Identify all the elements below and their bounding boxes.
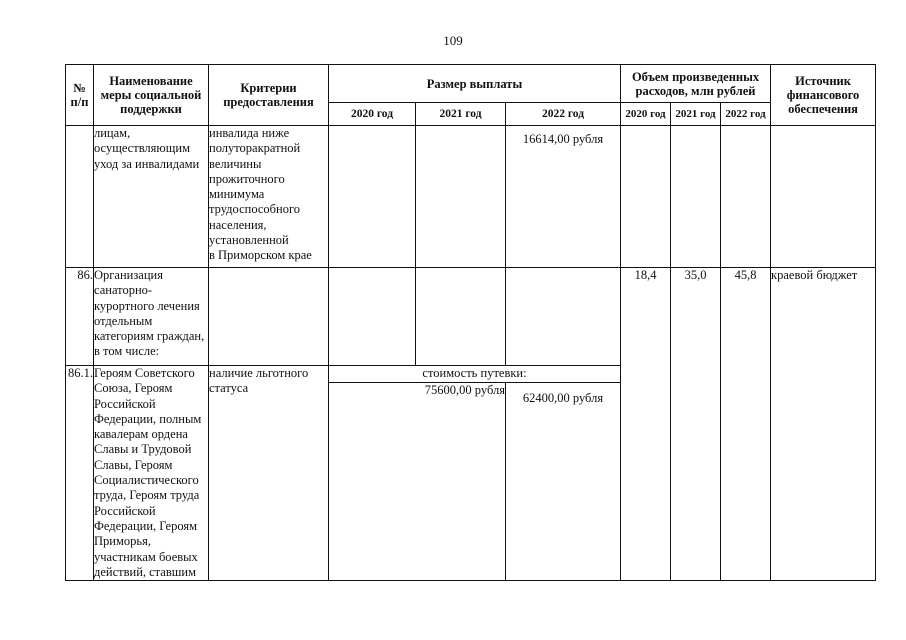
- cell-name: Организация санаторно- курортного лечения отдельным категориям граждан, в том числе:: [94, 268, 209, 366]
- header-year-2022: 2022 год: [506, 103, 621, 126]
- cell-source: краевой бюджет: [771, 268, 876, 581]
- cell-num: [66, 126, 94, 268]
- header-criteria: Критерии предоставления: [209, 65, 329, 126]
- cell-vol-2022: [721, 126, 771, 268]
- cell-criteria: [209, 268, 329, 366]
- cell-pay-2022: 62400,00 рубля: [506, 383, 621, 581]
- cell-pay-2021: [416, 268, 506, 366]
- cell-criteria: инвалида ниже полуторакратной величины прожиточного минимума трудоспособного населения, установленной в Приморском крае: [209, 126, 329, 268]
- cell-source: [771, 126, 876, 268]
- cell-vol-2021: 35,0: [671, 268, 721, 581]
- header-vol-2020: 2020 год: [621, 103, 671, 126]
- header-year-2021: 2021 год: [416, 103, 506, 126]
- table-row-86: [66, 268, 876, 366]
- cell-name: Героям Советского Союза, Героям Российской Федерации, полным кавалерам ордена Славы и Трудовой Славы, Героям Социалистического труда, Героям труда Российской Федерации, Героям Приморья, участникам боевых действий, ставшим: [94, 366, 209, 581]
- header-name: Наименование меры социальной поддержки: [94, 65, 209, 126]
- cell-name: лицам, осуществляющим уход за инвалидами: [94, 126, 209, 268]
- table-row-continuation: [66, 126, 876, 268]
- cell-num: 86.: [66, 268, 94, 366]
- cell-cost-label: стоимость путевки:: [329, 366, 621, 383]
- cell-pay-2022: 16614,00 рубля: [506, 126, 621, 268]
- cell-pay-2020: [329, 268, 416, 366]
- header-source: Источник финансового обеспечения: [771, 65, 876, 126]
- cell-vol-2021: [671, 126, 721, 268]
- cell-vol-2020: 18,4: [621, 268, 671, 581]
- social-support-table: [65, 64, 876, 581]
- page-number: 109: [443, 33, 463, 48]
- cell-criteria: наличие льготного статуса: [209, 366, 329, 581]
- header-year-2020: 2020 год: [329, 103, 416, 126]
- cell-vol-2022: 45,8: [721, 268, 771, 581]
- cell-num: 86.1.: [66, 366, 94, 581]
- header-payment: Размер выплаты: [329, 65, 621, 103]
- header-vol-2022: 2022 год: [721, 103, 771, 126]
- cell-pay-2021: 75600,00 рубля: [329, 383, 506, 581]
- cell-vol-2020: [621, 126, 671, 268]
- header-num: № п/п: [66, 65, 94, 126]
- header-vol-2021: 2021 год: [671, 103, 721, 126]
- cell-pay-2020: [329, 126, 416, 268]
- cell-pay-2022: [506, 268, 621, 366]
- cell-pay-2021: [416, 126, 506, 268]
- header-volume: Объем произведенных расходов, млн рублей: [621, 65, 771, 103]
